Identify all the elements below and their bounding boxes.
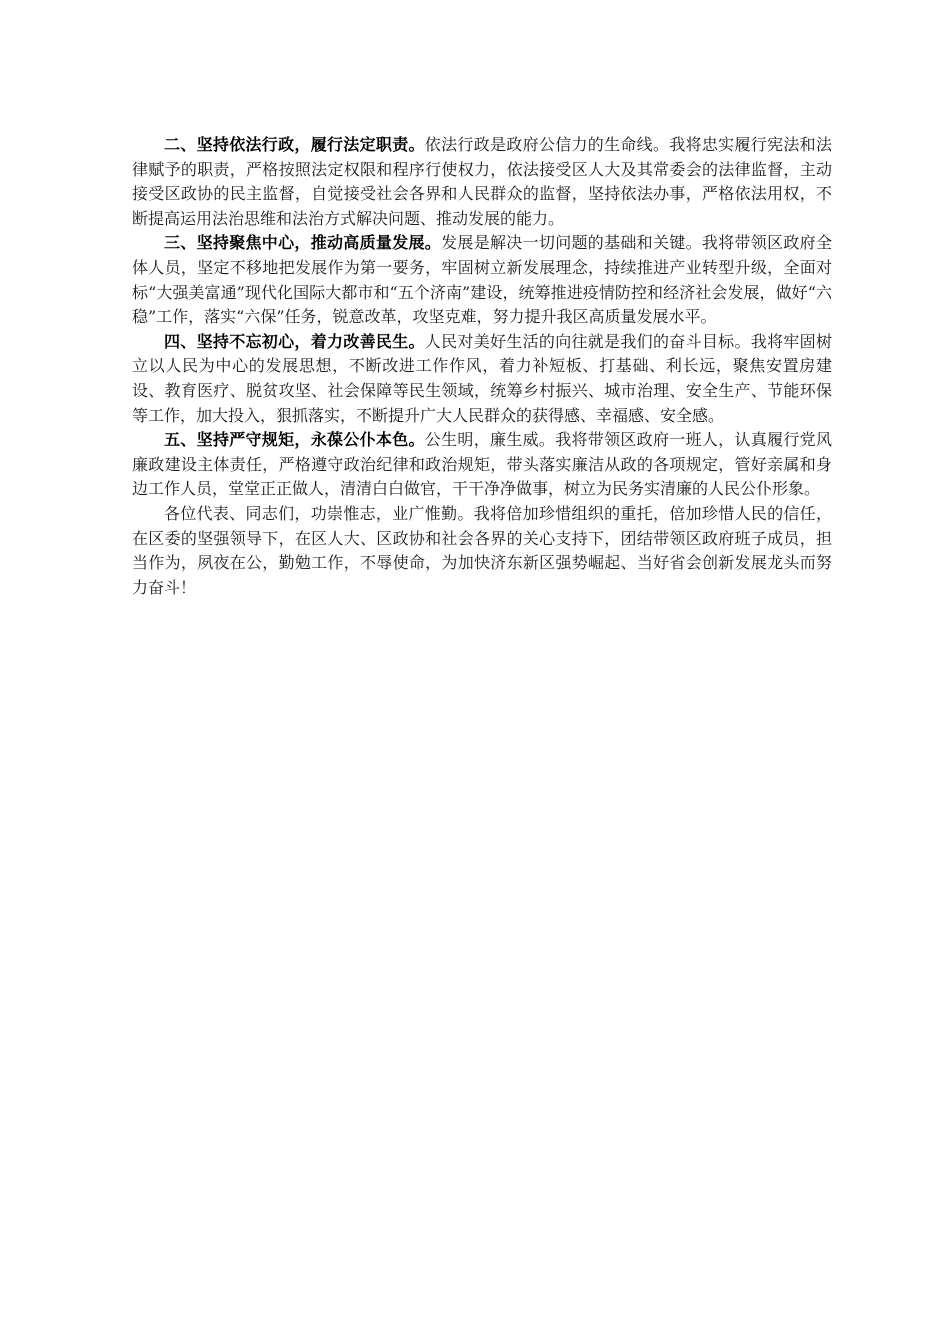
paragraph-development	[132, 231, 832, 329]
paragraph-text: 各位代表、同志们，功崇惟志，业广惟勤。我将倍加珍惜组织的重托，倍加珍惜人民的信任，在区委的坚强领导下，在区人大、区政协和社会各界的关心支持下，团结带领区政府班子成员，担当作为，夙夜在公，勤勉工作，不辱使命，为加快济东新区强势崛起、当好省会创新发展龙头而努力奋斗！	[132, 503, 832, 597]
paragraph-text: 人民对美好生活的向往就是我们的奋斗目标。我将牢固树立以人民为中心的发展思想，不断改进工作作风，着力补短板、打基础、利长远，聚焦安置房建设、教育医疗、脱贫攻坚、社会保障等民生领域，统筹乡村振兴、城市治理、安全生产、节能环保等工作，加大投入，狠抓落实，不断提升广大人民群众的获得感、幸福感、安全感。	[132, 331, 832, 425]
paragraph-rule-of-law	[132, 133, 832, 231]
paragraph-closing	[132, 502, 832, 600]
paragraph-heading: 三、坚持聚焦中心，推动高质量发展。	[164, 233, 442, 253]
paragraph-text: 依法行政是政府公信力的生命线。我将忠实履行宪法和法律赋予的职责，严格按照法定权限和程序行使权力，依法接受区人大及其常委会的法律监督，主动接受区政协的民主监督，自觉接受社会各界和人民群众的监督，坚持依法办事，严格依法用权，不断提高运用法治思维和法治方式解决问题、推动发展的能力。	[132, 135, 832, 228]
document-body	[132, 133, 832, 600]
paragraph-text: 发展是解决一切问题的基础和关键。我将带领区政府全体人员，坚定不移地把发展作为第一要务，牢固树立新发展理念，持续推进产业转型升级，全面对标“大强美富通”现代化国际大都市和“五个济南”建设，统筹推进疫情防控和经济社会发展，做好“六稳”工作，落实“六保”任务，锐意改革，攻坚克难，努力提升我区高质量发展水平。	[132, 233, 832, 327]
paragraph-livelihood	[132, 330, 832, 428]
paragraph-heading: 二、坚持依法行政，履行法定职责。	[164, 135, 425, 154]
paragraph-text: 公生明，廉生威。我将带领区政府一班人，认真履行党风廉政建设主体责任，严格遵守政治纪律和政治规矩，带头落实廉洁从政的各项规定，管好亲属和身边工作人员，堂堂正正做人，清清白白做官，干干净净做事，树立为民务实清廉的人民公仆形象。	[132, 430, 832, 499]
paragraph-heading: 五、坚持严守规矩，永葆公仆本色。	[164, 430, 425, 450]
paragraph-integrity	[132, 428, 832, 502]
paragraph-heading: 四、坚持不忘初心，着力改善民生。	[164, 331, 425, 351]
